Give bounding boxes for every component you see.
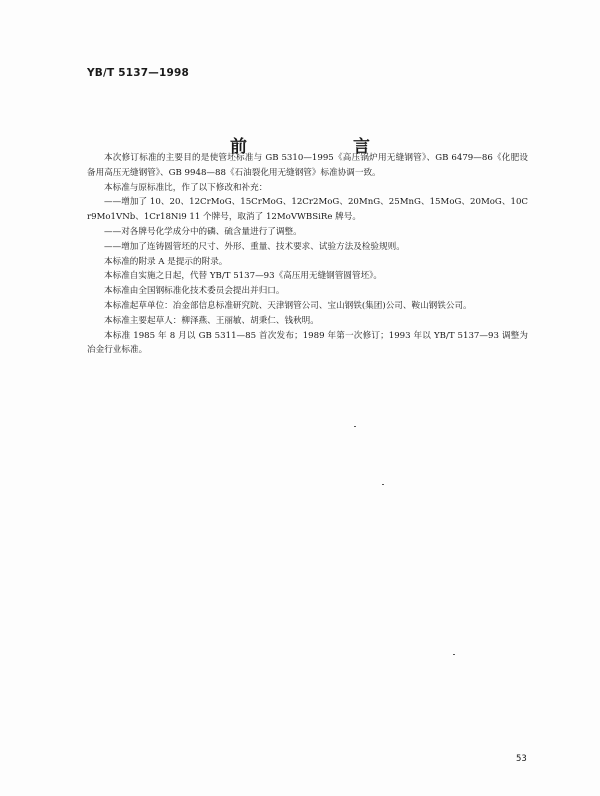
scan-speck <box>453 654 455 655</box>
paragraph-drafting-units: 本标准起草单位：冶金部信息标准研究院、天津钢管公司、宝山钢铁(集团)公司、鞍山钢铁公司。 <box>104 300 472 311</box>
page-number: 53 <box>516 754 527 764</box>
paragraph-changes-intro: 本标准与原标准比，作了以下修改和补充： <box>104 182 268 193</box>
standard-code: YB/T 5137—1998 <box>87 67 190 79</box>
paragraph-history: 本标准 1985 年 8 月以 GB 5311—85 首次发布；1989 年第一次修订；1993 年以 YB/T 5137—93 调整为冶金行业标准。 <box>87 330 528 356</box>
paragraph-replaces: 本标准自实施之日起，代替 YB/T 5137—93《高压用无缝钢管圆管坯》。 <box>104 271 383 282</box>
scan-speck <box>354 426 356 427</box>
paragraph-drafters: 本标准主要起草人：柳泽燕、王丽敏、胡秉仁、钱秋明。 <box>104 315 319 326</box>
paragraph-change-composition: ——对各牌号化学成分中的磷、硫含量进行了调整。 <box>104 226 302 237</box>
scan-speck <box>382 484 384 485</box>
paragraph-proposed-by: 本标准由全国钢标准化技术委员会提出并归口。 <box>104 286 285 297</box>
paragraph-appendix: 本标准的附录 A 是提示的附录。 <box>104 256 228 267</box>
paragraph-change-billets: ——增加了连铸圆管坯的尺寸、外形、重量、技术要求、试验方法及检验规则。 <box>104 241 405 252</box>
paragraph-change-grades: ——增加了 10、20、12CrMoG、15CrMoG、12Cr2MoG、20MnG、25MnG、15MoG、20MoG、10Cr9Mo1VNb、1Cr18Ni9 11 个牌号，取消了 12MoVWBSiRe 牌号。 <box>87 197 528 223</box>
page-title: 前 言 <box>230 137 394 157</box>
paragraph-purpose: 本次修订标准的主要目的是使管坯标准与 GB 5310—1995《高压锅炉用无缝钢管》、GB 6479—86《化肥设备用高压无缝钢管》、GB 9948—88《石油裂化用无缝钢管》标准协调一致。 <box>87 153 528 178</box>
foreword-body <box>87 151 528 358</box>
